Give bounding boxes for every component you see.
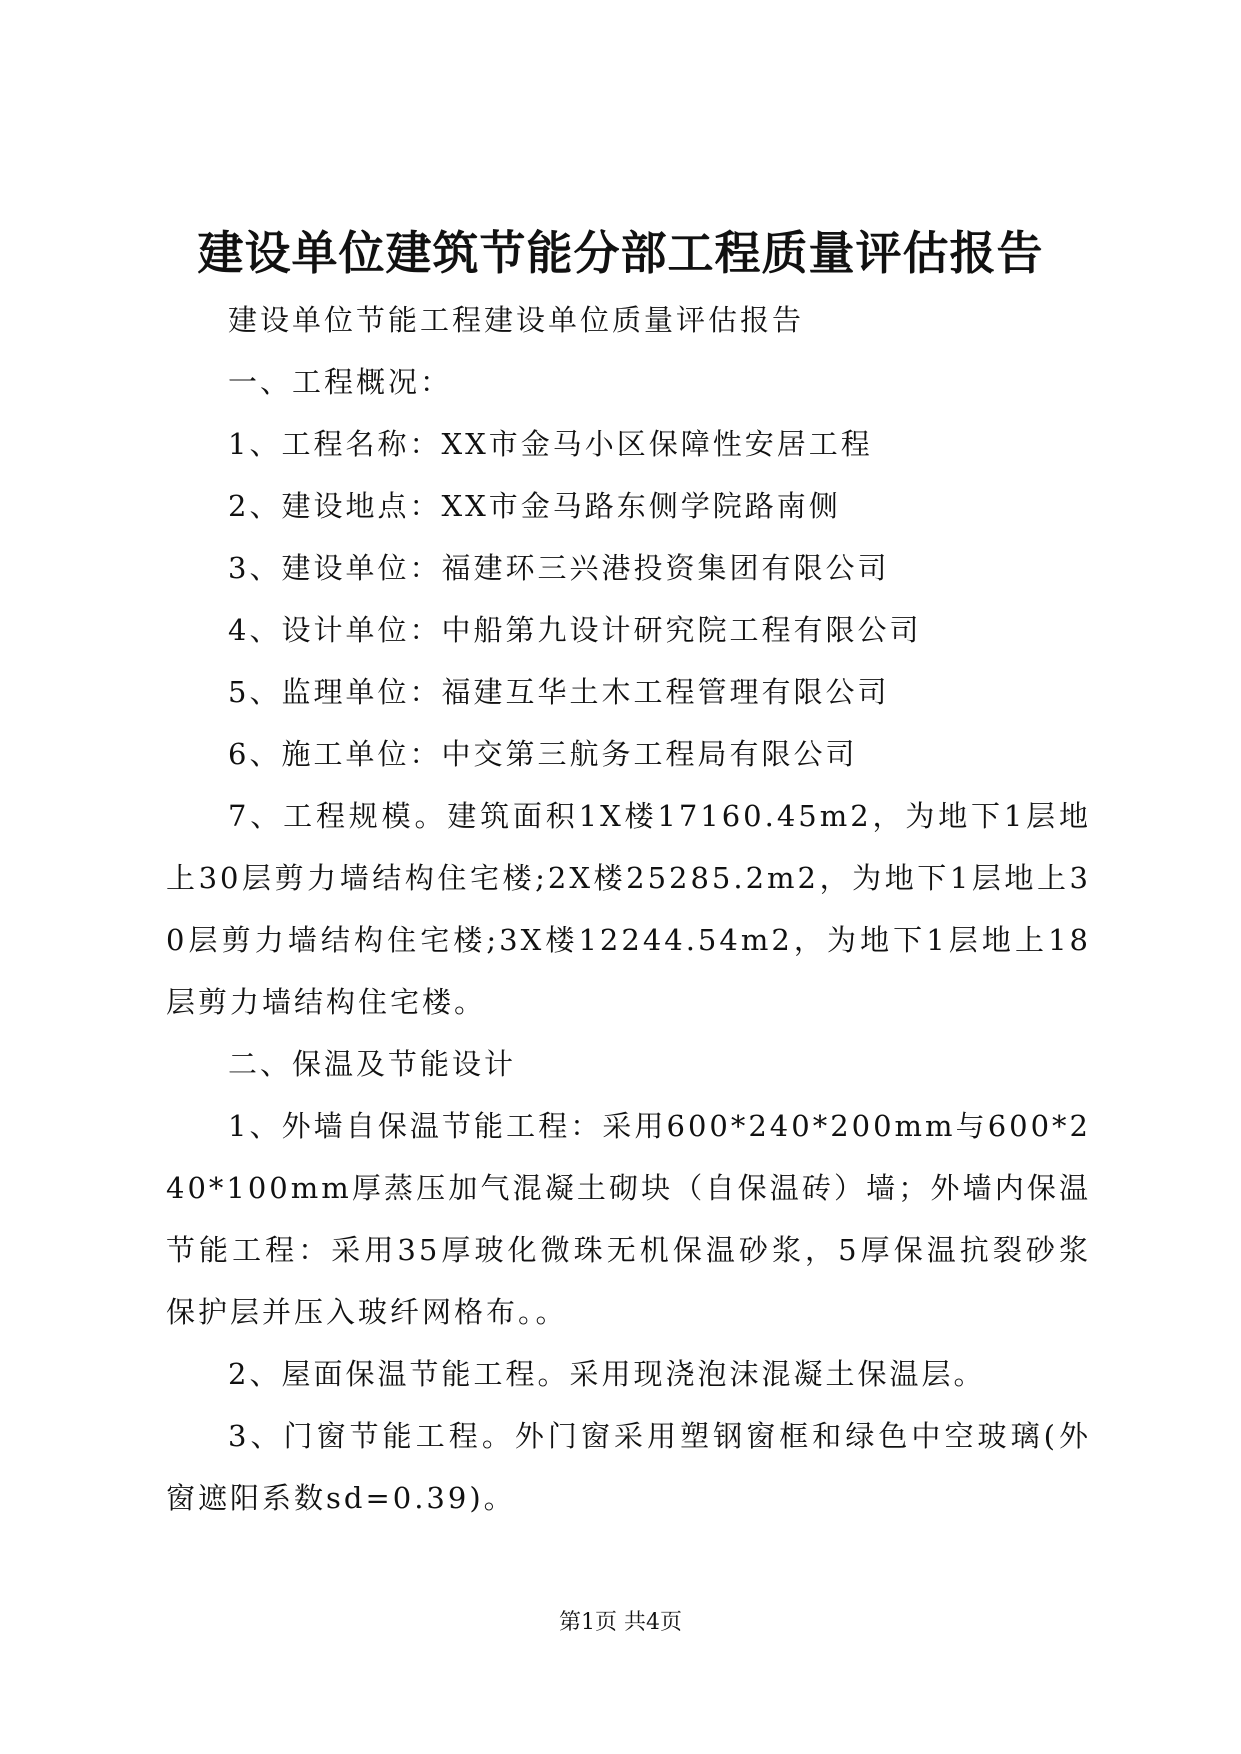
document-title: 建设单位建筑节能分部工程质量评估报告	[197, 226, 1044, 280]
paragraph-designer: 4、设计单位：中船第九设计研究院工程有限公司	[228, 613, 922, 647]
section-heading-insulation: 二、保温及节能设计	[228, 1047, 517, 1081]
paragraph-scale: 7、工程规模。建筑面积1X楼17160.45m2，为地下1层地上30层剪力墙结构住宅楼;2X楼25285.2m2，为地下1层地上30层剪力墙结构住宅楼;3X楼12244.54m2，为地下1层地上18层剪力墙结构住宅楼。	[166, 799, 1091, 1019]
paragraph-project-name: 1、工程名称：XX市金马小区保障性安居工程	[228, 427, 873, 461]
page-footer: 第1页 共4页	[559, 1610, 682, 1635]
document-body	[166, 289, 1091, 1529]
paragraph-supervisor: 5、监理单位：福建互华土木工程管理有限公司	[228, 675, 890, 709]
paragraph-roof-insulation: 2、屋面保温节能工程。采用现浇泡沫混凝土保温层。	[228, 1357, 986, 1391]
paragraph-wall-insulation: 1、外墙自保温节能工程：采用600*240*200mm与600*240*100mm厚蒸压加气混凝土砌块（自保温砖）墙；外墙内保温节能工程：采用35厚玻化微珠无机保温砂浆，5厚保温抗裂砂浆保护层并压入玻纤网格布。。	[166, 1109, 1091, 1329]
paragraph-owner: 3、建设单位：福建环三兴港投资集团有限公司	[228, 551, 890, 585]
paragraph-contractor: 6、施工单位：中交第三航务工程局有限公司	[228, 737, 858, 771]
paragraph-location: 2、建设地点：XX市金马路东侧学院路南侧	[228, 489, 841, 523]
paragraph-door-window: 3、门窗节能工程。外门窗采用塑钢窗框和绿色中空玻璃(外窗遮阳系数sd=0.39)。	[166, 1419, 1091, 1515]
paragraph-subtitle: 建设单位节能工程建设单位质量评估报告	[228, 303, 805, 337]
section-heading-overview: 一、工程概况：	[228, 365, 453, 399]
